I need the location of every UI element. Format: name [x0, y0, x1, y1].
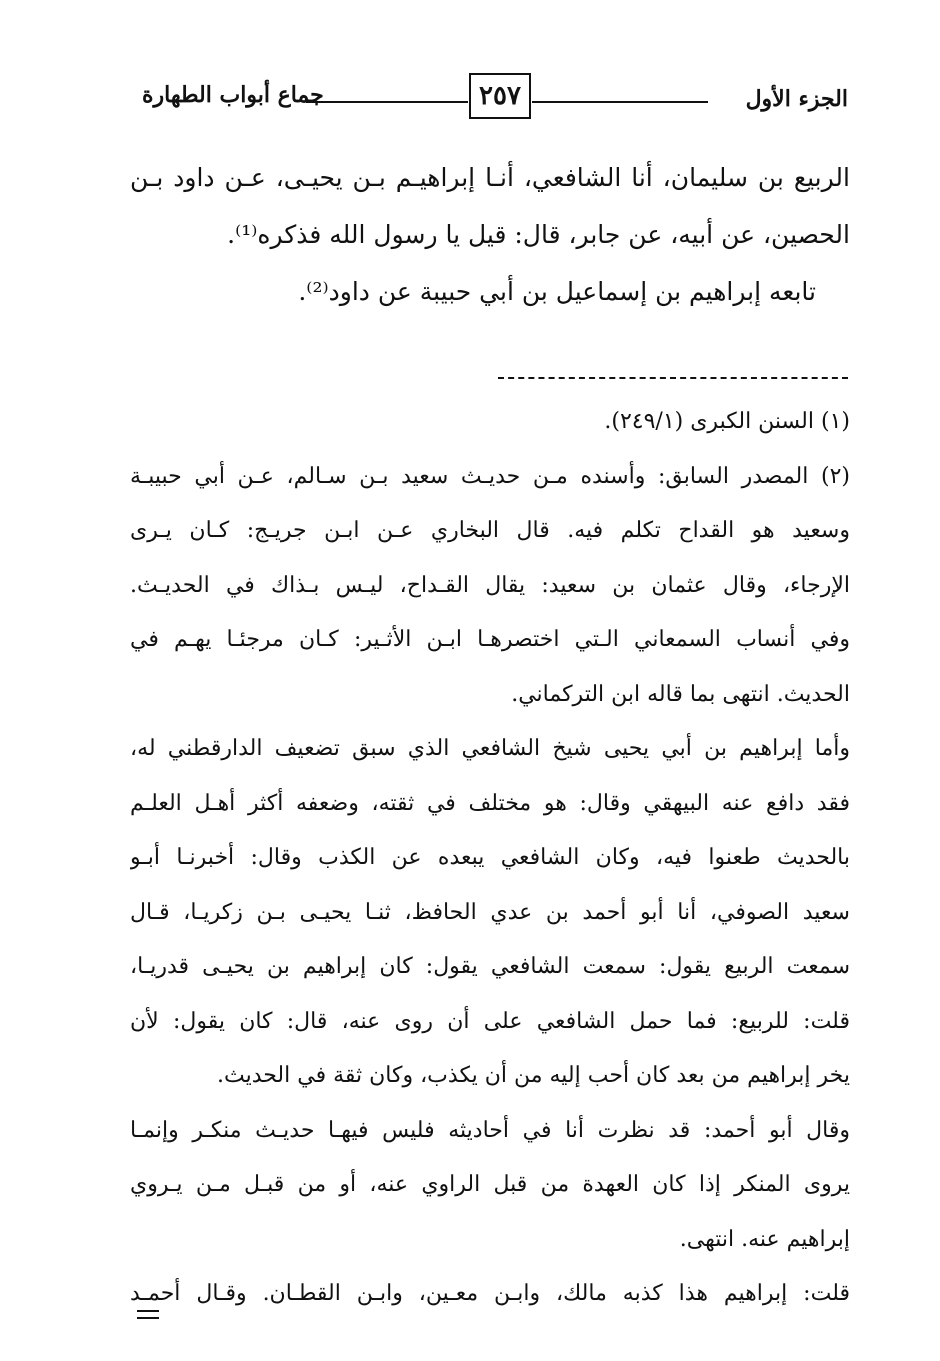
footnote-line: الحديث. انتهى بما قاله ابن التركماني. [511, 681, 850, 707]
footnote-line: وسعيد هو القداح تكلم فيه. قال البخاري عـن ابـن جريـج: كـان يـرى [130, 518, 850, 543]
main-text [130, 149, 850, 320]
continuation-mark [137, 1310, 159, 1322]
footnote-line: فقد دافع عنه البيهقي وقال: هو مختلف في ثقته، وضعفه أكثر أهـل العلـم [130, 790, 850, 816]
footnote-separator [498, 377, 848, 379]
page-number: ٢٥٧ [469, 73, 531, 119]
footnote-line: سمعت الربيع يقول: سمعت الشافعي يقول: كان إبراهيم بن يحيـى قدريـا، [130, 954, 850, 979]
footnote-line: قلت: للربيع: فما حمل الشافعي على أن روى عنه، قال: كان يقول: لأن [130, 1008, 850, 1034]
footnote-line: (١) السنن الكبرى (٢٤٩/١). [604, 409, 850, 434]
header-rule-left [306, 101, 468, 103]
footnote-line: سعيد الصوفي، أنا أبو أحمد بن عدي الحافظ، ثنـا يحيـى بـن زكريـا، قـال [130, 899, 850, 925]
footnote-line: يروى المنكر إذا كان العهدة من قبل الراوي عنه، أو من قبـل مـن يـروي [130, 1172, 850, 1197]
main-text-line: الربيع بن سليمان، أنا الشافعي، أنـا إبراهيـم بـن يحيـى، عـن داود بـن [130, 163, 850, 192]
footnote-line: بالحديث طعنوا فيه، وكان الشافعي يبعده عن الكذب وقال: أخبرنـا أبـو [130, 845, 850, 870]
footnote-line: إبراهيم عنه. انتهى. [679, 1226, 850, 1252]
footnote-line: يخر إبراهيم من بعد كان أحب إليه من أن يكذب، وكان ثقة في الحديث. [216, 1063, 850, 1088]
footnote-line: قلت: إبراهيم هذا كذبه مالك، وابـن معـين، وابـن القطـان. وقـال أحمـد [130, 1281, 850, 1306]
main-text-line: تابعه إبراهيم بن إسماعيل بن أبي حبيبة عن داود⁽²⁾. [298, 277, 816, 306]
footnotes [130, 395, 850, 1322]
footnote-line: وقال أبو أحمد: قد نظرت أنا في أحاديثه فليس فيهـا حديـث منكـر وإنمـا [130, 1117, 850, 1143]
header-volume: الجزء الأول [745, 86, 848, 112]
footnote-line: وأما إبراهيم بن أبي يحيى شيخ الشافعي الذي سبق تضعيف الدارقطني له، [130, 736, 850, 761]
main-text-line: الحصين، عن أبيه، عن جابر، قال: قيل يا رسول الله فذكره⁽¹⁾. [227, 220, 850, 249]
footnote-line: وفي أنساب السمعاني الـتي اختصرهـا ابـن الأثـير: كـان مرجئـا يهـم في [130, 627, 850, 652]
footnote-line: الإرجاء، وقال عثمان بن سعيد: يقال القـداح، ليـس بـذاك في الحديـث. [130, 572, 850, 598]
header-chapter: جماع أبواب الطهارة [142, 82, 324, 108]
footnote-line: (٢) المصدر السابق: وأسنده مـن حديـث سعيد بـن سـالم، عـن أبي حبيبـة [130, 463, 850, 489]
header-rule-right [532, 101, 708, 103]
